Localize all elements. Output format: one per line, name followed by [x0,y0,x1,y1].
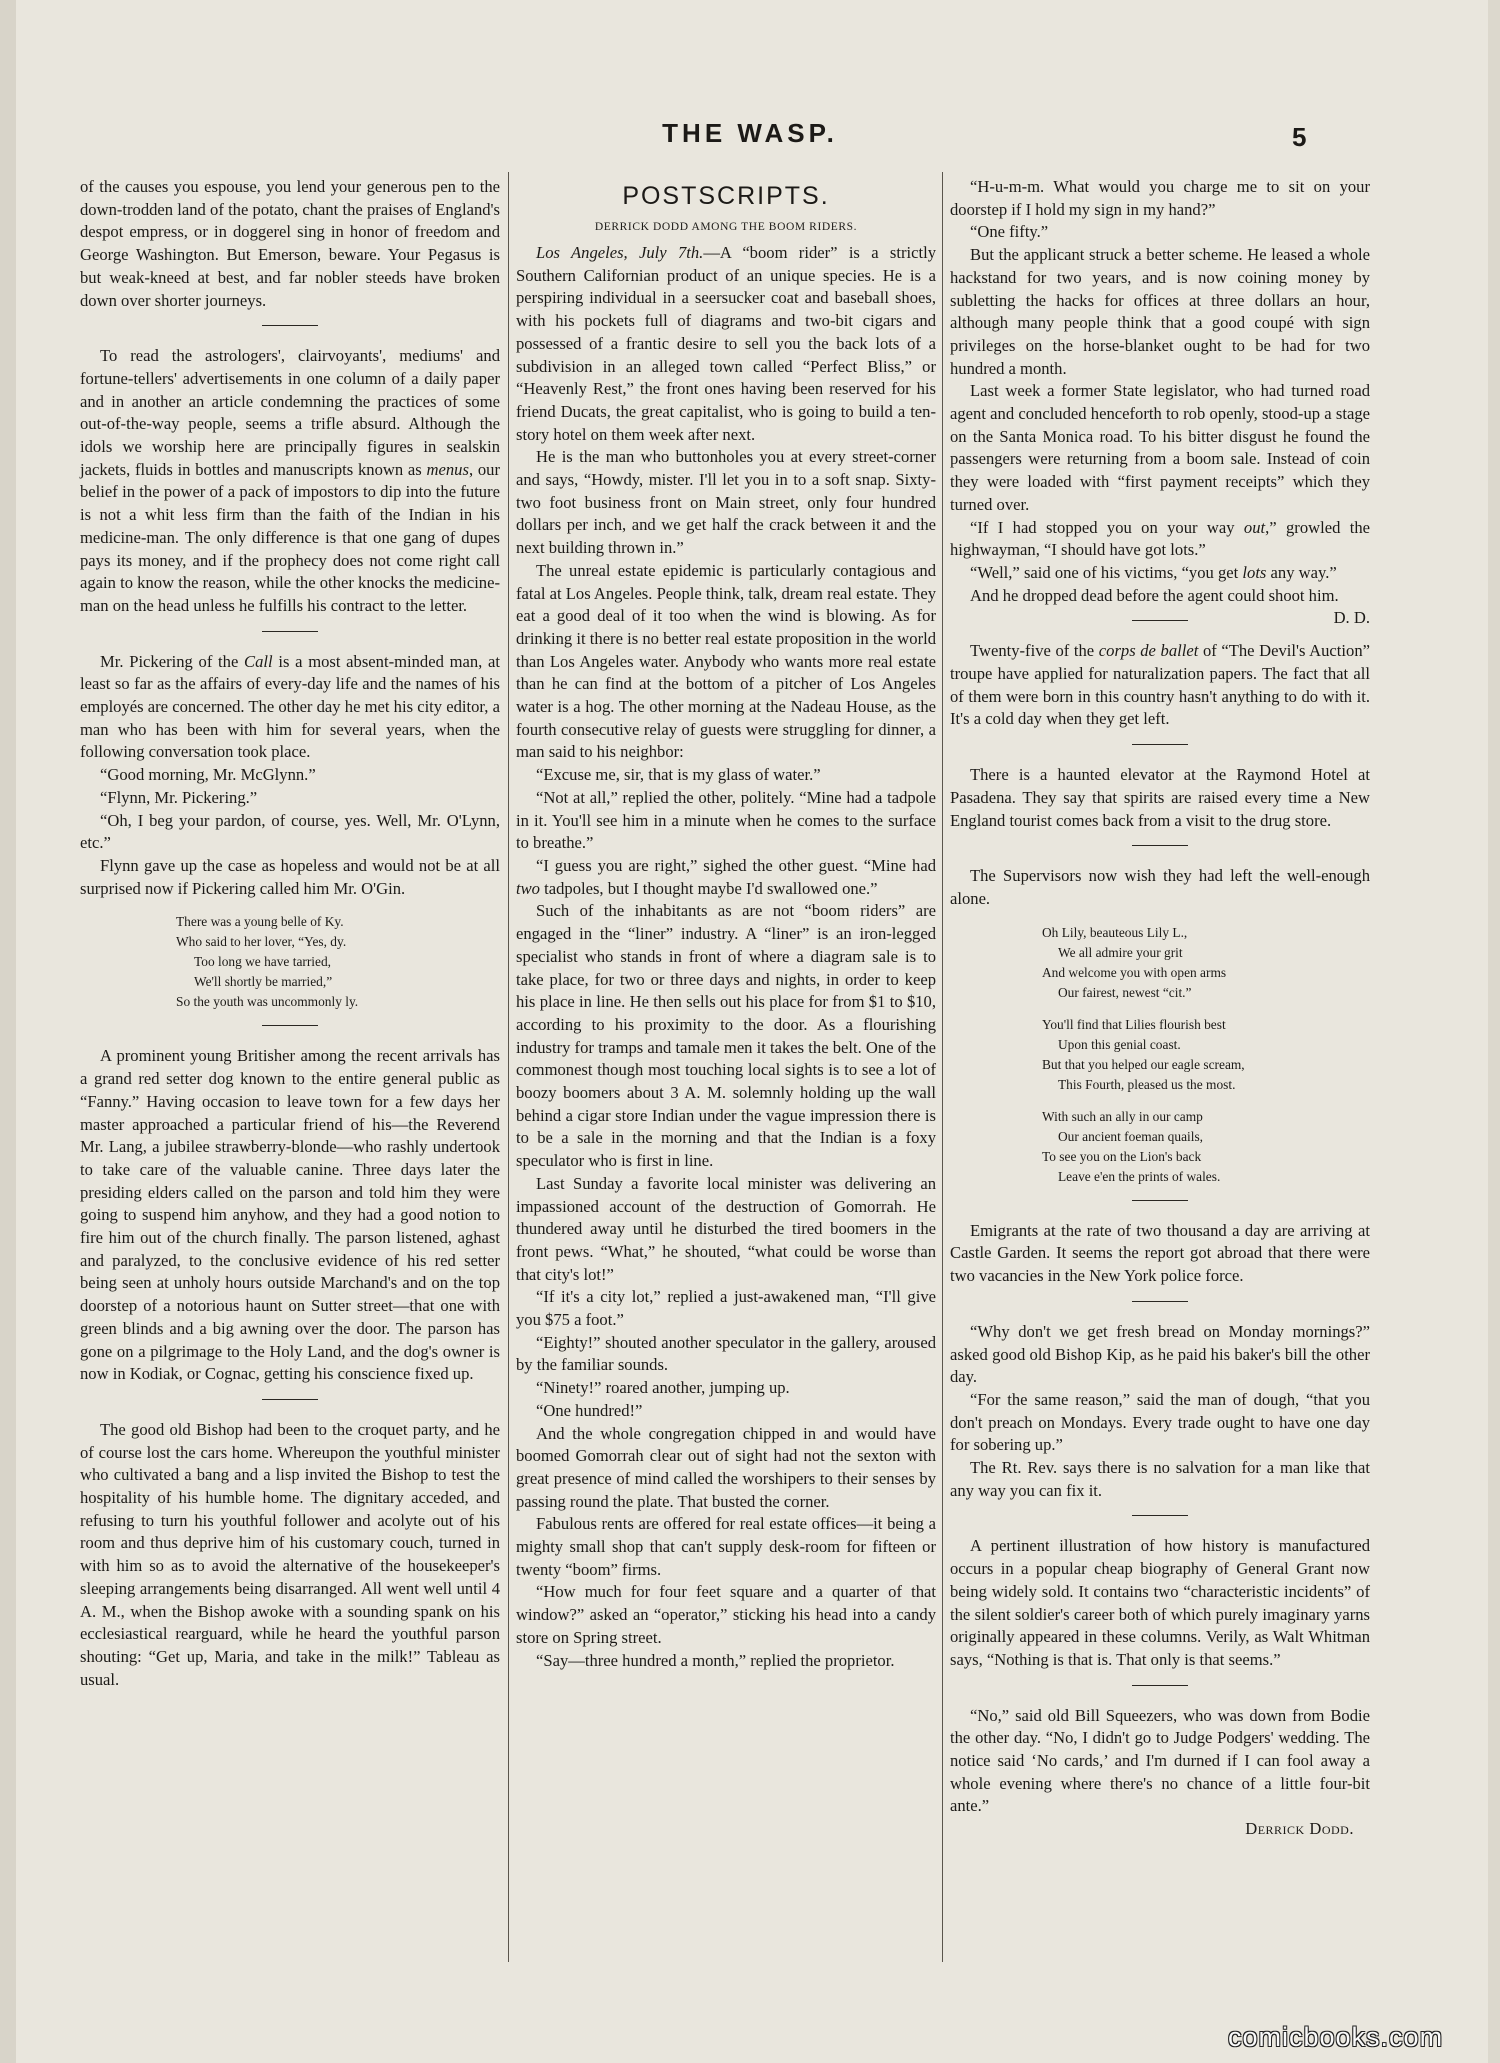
paragraph: The unreal estate epidemic is particularly contagious and fatal at Los Angeles. People think, talk, dream real estate. They eat a good deal of it too when the wind is blowing. As for drinking it there is no better real estate proposition in the world than Los Angeles water. Anybody who wants more real estate than he can find at the bottom of a pitcher of Los Angeles water is a hog. The other morning at the Nadeau House, as the fourth consecutive relay of guests were struggling for dinner, a man said to his neighbor: [516,560,936,762]
paragraph: The Supervisors now wish they had left the well-enough alone. [950,866,1370,908]
paragraph: “Not at all,” replied the other, politely. “Mine had a tadpole in it. You'll see him in a minute when he comes to the surface to breathe.” [516,787,936,853]
paragraph: of the causes you espouse, you lend your generous pen to the down-trodden land of the potato, chant the praises of England's despot empress, or in doggerel sing in honor of freedom and George Washington. But Emerson, beware. Your Pegasus is but weak-kneed at best, and far nobler steeds have broken down over shorter journeys. [80,177,500,310]
separator-rule [1132,1515,1188,1516]
paragraph: The Rt. Rev. says there is no salvation for a man like that any way you can fix it. [950,1458,1370,1500]
separator-rule [1132,845,1188,846]
paragraph-astrologers: To read the astrologers', clairvoyants', mediums' and fortune-tellers' advertisements in one column of a daily paper and in another an article condemning the practices of some out-of-the-way people, seems a trifle absurd. Although the idols we worship here are principally figures in sealskin jackets, fluids in bottles and manuscripts known as menus, our belief in the power of a pack of impostors to dip into the future is not a whit less firm than the faith of the Indian in his medicine-man. The only difference is that one gang of dupes pays its money, and if the prophecy does not come right call again to know the reason, while the other knocks the medicine-man on the head unless he fulfills his contract to the letter. [80,346,500,615]
column-rule-2 [942,172,943,1962]
paragraph: And the whole congregation chipped in and would have boomed Gomorrah clear out of sight had not the sexton with great presence of mind called the worshipers to their senses by passing round the plate. That busted the corner. [516,1423,936,1511]
paragraph: He is the man who buttonholes you at every street-corner and says, “Howdy, mister. I'll let you in to a soft snap. Sixty-two foot business front on Main street, only four hundred dollars per inch, and we get half the crack between it and the next building thrown in.” [516,447,936,558]
separator-rule [1132,744,1188,745]
paragraph: “No,” said old Bill Squeezers, who was down from Bodie the other day. “No, I didn't go to Judge Podgers' wedding. The notice said ‘No cards,’ and I'm durned if I can fool away a whole evening where there's no chance of a little four-bit ante.” [950,1705,1370,1816]
paragraph: “H-u-m-m. What would you charge me to sit on your doorstep if I hold my sign in my hand?” [950,177,1370,219]
column-right [950,176,1370,1841]
page-number: 5 [1292,122,1307,152]
verse-line: Who said to her lover, “Yes, dy. [176,934,347,950]
paragraph: “Ninety!” roared another, jumping up. [536,1378,790,1398]
signature-initials: D. D. [1333,608,1370,628]
paragraph: And he dropped dead before the agent could shoot him. D. D. [950,585,1370,608]
verse-line: We'll shortly be married,” [194,974,333,990]
paragraph: “For the same reason,” said the man of dough, “that you don't preach on Mondays. Every trade ought to have one day for sobering up.” [950,1389,1370,1455]
separator-rule [1132,620,1188,621]
lily-verse [950,923,1370,1187]
paragraph: “If it's a city lot,” replied a just-awakened man, “I'll give you $75 a foot.” [516,1287,936,1330]
verse-line: And welcome you with open arms [1042,964,1227,980]
section-title: POSTSCRIPTS. [622,182,830,210]
separator-rule [1132,1685,1188,1686]
column-left [80,176,500,1691]
page-right-edge [1488,0,1500,2063]
author-signature: Derrick Dodd. [1245,1819,1354,1839]
newspaper-masthead: THE WASP. [662,118,838,148]
paragraph: “Well,” said one of his victims, “you get lots any way.” [970,562,1337,582]
paragraph: Such of the inhabitants as are not “boom riders” are engaged in the “liner” industry. A “liner” is an iron-legged specialist who stands in front of where a diagram sale is to take place, for two or three days and nights, in order to keep his place in line. He then sells out his place for from $1 to $10, according to his proximity to the door. As a flourishing industry for tramps and tamale men it takes the belt. One of the commonest though most touching local sights is to see a lot of boozy boomers about 3 A. M. solemnly holding up the wall behind a cigar store Indian under the vague impression there is to be a sale in the morning and that the Indian is a foxy speculator who is first in line. [516,901,936,1171]
paragraph: “I guess you are right,” sighed the other guest. “Mine had two tadpoles, but I thought maybe I'd swallowed one.” [516,855,936,898]
watermark: comicbooks.com [1228,2022,1444,2052]
verse-line: Upon this genial coast. [1058,1036,1181,1052]
paragraph: “Eighty!” shouted another speculator in the gallery, aroused by the familiar sounds. [516,1332,936,1375]
paragraph: “Excuse me, sir, that is my glass of water.” [536,765,821,785]
paragraph: Emigrants at the rate of two thousand a day are arriving at Castle Garden. It seems the report got abroad that there were two vacancies in the New York police force. [950,1220,1370,1286]
verse-line: With such an ally in our camp [1042,1108,1203,1124]
paragraph: Fabulous rents are offered for real estate offices—it being a mighty small shop that can't supply desk-room for fifteen or twenty “boom” firms. [516,1514,936,1579]
verse-line: We all admire your grit [1058,944,1183,960]
separator-rule [262,325,318,326]
separator-rule [1132,1200,1188,1201]
paragraph: “How much for four feet square and a quarter of that window?” asked an “operator,” sticking his head into a candy store on Spring street. [516,1582,936,1647]
verse-line: To see you on the Lion's back [1042,1148,1202,1164]
paragraph-fanny: A prominent young Britisher among the recent arrivals has a grand red setter dog known to the entire general public as “Fanny.” Having occasion to leave town for a few days her master approached a particular friend of his—the Reverend Mr. Lang, a jubilee strawberry-blonde—who rashly undertook to take care of the valuable canine. Three days later the presiding elders called on the parson and told him they were going to suspend him anyhow, and they had a good notion to fire him out of the church finally. The parson listened, aghast and paralyzed, to the conclusive evidence of his red setter being seen at unholy hours outside Marchand's and on the top doorstep of a notorious haunt on Sutter street—that one with green blinds and a big awning over the door. The parson has gone on a pilgrimage to the Holy Land, and the dog's owner is now in Kodiak, or Cognac, getting his conscience fixed up. [80,1046,500,1384]
verse-line: So the youth was uncommonly ly. [176,994,359,1010]
verse-line: Oh Lily, beauteous Lily L., [1042,924,1188,940]
section-subhead: DERRICK DODD AMONG THE BOOM RIDERS. [594,221,858,233]
paragraph-bishop: The good old Bishop had been to the croquet party, and he of course lost the cars home. Whereupon the youthful minister who cultivated a bang and a lisp invited the Bishop to test the hospitality of his humble home. The dignitary acceded, and refusing to turn his youthful follower and acolyte out of his room and thus deprive him of his customary couch, turned in with him so as to avoid the alternative of the housekeeper's sleeping arrangements being disarranged. All went well until 4 A. M., when the Bishop awoke with a sounding spank on his ecclesiastical rearguard, while he heard the youthful parson shouting: “Get up, Maria, and take in the milk!” Tableau as usual. [80,1419,500,1689]
paragraph: Last week a former State legislator, who had turned road agent and concluded henceforth to rob openly, stood-up a stage on the Santa Monica road. To his bitter disgust he found the passengers were returning from a boom sale. Instead of coin they were loaded with “first payment receipts” which they turned over. [950,381,1370,514]
paragraph: Flynn gave up the case as hopeless and would not be at all surprised now if Pickering called him Mr. O'Gin. [80,855,500,898]
verse-line: Leave e'en the prints of wales. [1058,1168,1221,1184]
paragraph: “One hundred!” [536,1400,643,1420]
separator-rule [262,631,318,632]
verse-line: This Fourth, pleased us the most. [1058,1076,1236,1092]
column-rule-1 [508,172,509,1962]
separator-rule [1132,1301,1188,1302]
verse-line: Our ancient foeman quails, [1058,1128,1204,1144]
dateline: Los Angeles, July 7th. [536,243,704,262]
verse-line: You'll find that Lilies flourish best [1042,1016,1226,1032]
paragraph: But the applicant struck a better scheme. He leased a whole hackstand for two years, and is now coining money by subletting the hacks for offices at three dollars an hour, although many people think that a good coupé with sign privileges on the horse-blanket ought to be had for two hundred a month. [950,245,1370,378]
paragraph: Twenty-five of the corps de ballet of “The Devil's Auction” troupe have applied for naturalization papers. The fact that all of them were born in this country hasn't anything to do with it. It's a cold day when they get left. [950,641,1370,729]
verse-line: Too long we have tarried, [194,954,332,970]
verse-stanza [1042,1107,1370,1187]
separator-rule [262,1025,318,1026]
verse-stanza [1042,923,1370,1003]
verse-line: There was a young belle of Ky. [176,914,344,930]
verse-stanza [1042,1015,1370,1095]
column-middle [516,176,936,1672]
paragraph: There is a haunted elevator at the Raymond Hotel at Pasadena. They say that spirits are raised every time a New England tourist comes back from a visit to the drug store. [950,765,1370,830]
verse-line: But that you helped our eagle scream, [1042,1056,1245,1072]
paragraph: “Oh, I beg your pardon, of course, yes. Well, Mr. O'Lynn, etc.” [80,810,500,853]
paragraph: “Good morning, Mr. McGlynn.” [100,765,316,785]
limerick-verse [80,912,500,1012]
paragraph: “Flynn, Mr. Pickering.” [100,787,258,807]
paragraph: “One fifty.” [970,222,1049,242]
paragraph: “Why don't we get fresh bread on Monday mornings?” asked good old Bishop Kip, as he paid his baker's bill the other day. [950,1321,1370,1387]
separator-rule [262,1399,318,1400]
paragraph: “If I had stopped you on your way out,” growled the highwayman, “I should have got lots.” [950,517,1370,560]
verse-line: Our fairest, newest “cit.” [1058,984,1192,1000]
paragraph-boom-rider: Los Angeles, July 7th.—A “boom rider” is a strictly Southern Californian product of an unique species. He is a perspiring individual in a seersucker coat and baseball shoes, with his pockets full of diagrams and two-bit cigars and possessed of a frantic desire to sell you the back lots of a subdivision in an alleged town called “Perfect Bliss,” or “Heavenly Rest,” the front ones having been reserved for his friend Ducats, the great capitalist, who is going to build a ten-story hotel on them week after next. [516,243,936,444]
paragraph: A pertinent illustration of how history is manufactured occurs in a popular cheap biography of General Grant now being widely sold. It contains two “characteristic incidents” of the silent soldier's career both of which purely imaginary yarns originally appeared in these columns. Verily, as Walt Whitman says, “Nothing is that is. That only is that seems.” [950,1536,1370,1669]
paragraph: “Say—three hundred a month,” replied the proprietor. [536,1650,895,1670]
page-left-edge [0,0,16,2063]
paragraph-pickering: Mr. Pickering of the Call is a most absent-minded man, at least so far as the affairs of every-day life and the names of his employés are concerned. The other day he met his city editor, a man who has been with him for several years, when the following conversation took place. [80,651,500,762]
paragraph: Last Sunday a favorite local minister was delivering an impassioned account of the destruction of Gomorrah. He thundered away until he disturbed the tired boomers in the front pews. “What,” he shouted, “what could be worse than that city's lot!” [516,1173,936,1284]
